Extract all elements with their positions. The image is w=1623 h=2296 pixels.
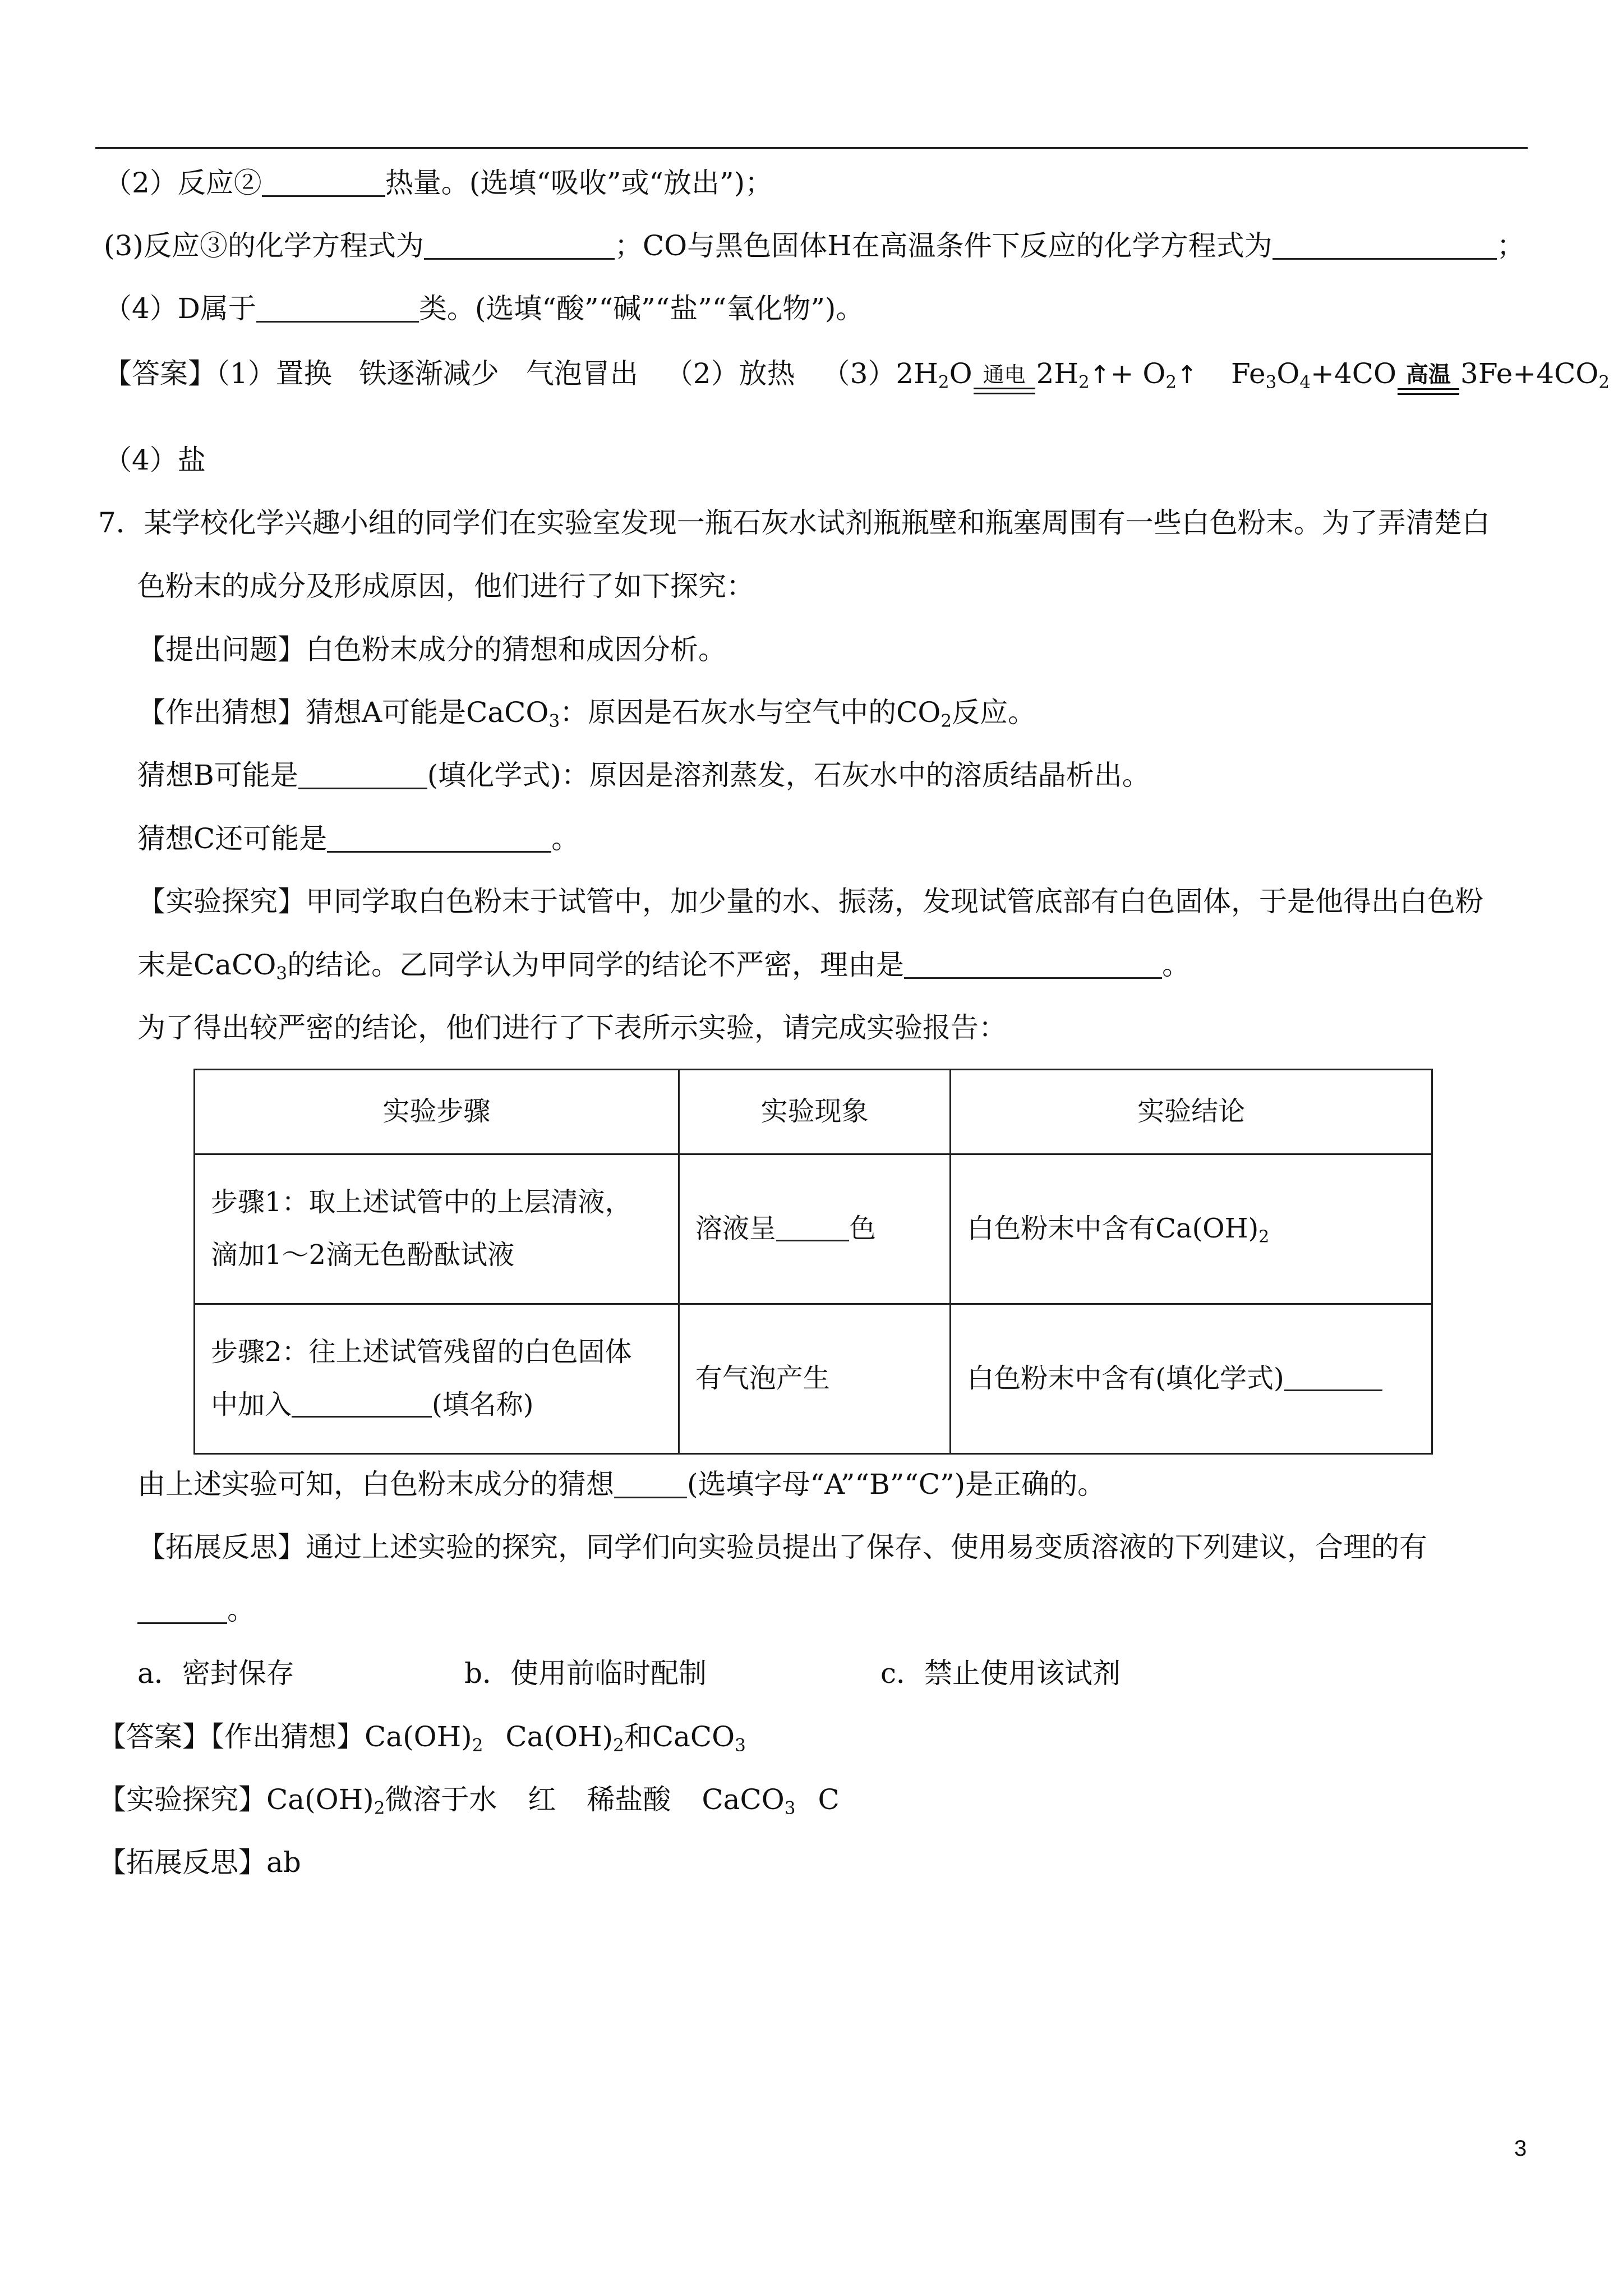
answer-blank[interactable] bbox=[1272, 230, 1497, 260]
table-header-row bbox=[195, 1070, 1432, 1154]
q7-question: 【提出问题】白色粉末成分的猜想和成因分析。 bbox=[137, 633, 726, 666]
answer-blank[interactable] bbox=[1284, 1363, 1382, 1391]
table-row bbox=[195, 1304, 1432, 1454]
q6-line-4: （4）D属于 类。(选填“酸”“碱”“盐”“氧化物”)。 bbox=[104, 292, 864, 325]
answer-blank[interactable] bbox=[256, 293, 419, 323]
q7-intro-2: 色粉末的成分及形成原因，他们进行了如下探究： bbox=[137, 570, 754, 602]
q7-answer-1: 【答案】【作出猜想】$Ca(OH)_2$ $Ca(OH)_2$和CaCO$_3$ bbox=[98, 1720, 746, 1756]
answer-blank[interactable] bbox=[137, 1594, 227, 1624]
table-header: 实验步骤 bbox=[195, 1070, 679, 1154]
q7-guess-b: 猜想B可能是 (填化学式)：原因是溶剂蒸发，石灰水中的溶质结晶析出。 bbox=[137, 759, 1150, 792]
table-header: 实验现象 bbox=[679, 1070, 950, 1154]
q6-answer-line-2: （4）盐 bbox=[104, 444, 206, 476]
answer-blank[interactable] bbox=[262, 167, 385, 197]
q7-reflect-1: 【拓展反思】通过上述实验的探究，同学们向实验员提出了保存、使用易变质溶液的下列建议，合理的有 bbox=[137, 1531, 1427, 1563]
conclusion-cell: 白色粉末中含有(填化学式) bbox=[951, 1304, 1432, 1454]
q7-conclusion: 由上述实验可知，白色粉末成分的猜想 (选填字母“A”“B”“C”)是正确的。 bbox=[137, 1468, 1106, 1501]
q7-option-c: c．禁止使用该试剂 bbox=[880, 1657, 1121, 1690]
q7-report: 为了得出较严密的结论，他们进行了下表所示实验，请完成实验报告： bbox=[137, 1011, 1007, 1044]
condition-high-temp: 高温 bbox=[1398, 364, 1459, 395]
page-number: 3 bbox=[1514, 2136, 1527, 2161]
answer-blank[interactable] bbox=[327, 823, 551, 853]
conclusion-cell: 白色粉末中含有$Ca(OH)_2$ bbox=[951, 1154, 1432, 1304]
q6-line-3: (3)反应③的化学方程式为 ；CO与黑色固体H在高温条件下反应的化学方程式为 ； bbox=[104, 229, 1525, 262]
answer-blank[interactable] bbox=[904, 949, 1162, 979]
q7-reflect-2: 。 bbox=[137, 1593, 255, 1627]
table-row bbox=[195, 1154, 1432, 1304]
answer-blank[interactable] bbox=[424, 230, 615, 260]
answer-blank[interactable] bbox=[292, 1389, 432, 1418]
q7-answer-2: 【实验探究】$Ca(OH)_2$微溶于水 红 稀盐酸 CaCO$_3$ C bbox=[98, 1783, 840, 1819]
q6-answer: 【答案】（1）置换 铁逐渐减少 气泡冒出 （2）放热 $(3)2H_2O$ 通电 $2H_2↑+$ $O_2↑$ $Fe_3O_4+4CO$ 高温 $3Fe+4CO_2$ bbox=[104, 357, 1610, 395]
answer-blank[interactable] bbox=[298, 760, 427, 789]
step-cell: 步骤2：往上述试管残留的白色固体 中加入 (填名称) bbox=[195, 1304, 679, 1454]
q7-guess-c: 猜想C还可能是 。 bbox=[137, 822, 580, 855]
table-header: 实验结论 bbox=[951, 1070, 1432, 1154]
q7-answer-3: 【拓展反思】ab bbox=[98, 1846, 301, 1879]
header-rule bbox=[95, 147, 1528, 149]
q7-option-b: b．使用前临时配制 bbox=[464, 1657, 707, 1690]
step-cell: 步骤1：取上述试管中的上层清液， 滴加1～2滴无色酚酞试液 bbox=[195, 1154, 679, 1304]
condition-electrolysis: 通电 bbox=[974, 364, 1035, 394]
answer-blank[interactable] bbox=[776, 1213, 849, 1241]
q7-guess-a: 【作出猜想】猜想A可能是CaCO$_3$：原因是石灰水与空气中的$CO_2$反应。 bbox=[137, 696, 1036, 731]
answer-blank[interactable] bbox=[614, 1469, 687, 1498]
q7-explore-1: 【实验探究】甲同学取白色粉末于试管中，加少量的水、振荡，发现试管底部有白色固体，于是他得出白色粉 bbox=[137, 885, 1483, 918]
q7-option-a: a．密封保存 bbox=[137, 1657, 294, 1690]
q7-explore-2: 末是CaCO$_3$的结论。乙同学认为甲同学的结论不严密，理由是 。 bbox=[137, 949, 1191, 984]
gas-arrow-icon: ↑ bbox=[1177, 361, 1198, 389]
phenomenon-cell: 溶液呈 色 bbox=[679, 1154, 950, 1304]
q7-intro-1: 7．某学校化学兴趣小组的同学们在实验室发现一瓶石灰水试剂瓶瓶壁和瓶塞周围有一些白色粉末。为了弄清楚白 bbox=[98, 507, 1490, 539]
q6-line-2: （2）反应② 热量。(选填“吸收”或“放出”)； bbox=[104, 167, 773, 199]
experiment-table bbox=[193, 1069, 1433, 1455]
phenomenon-cell: 有气泡产生 bbox=[679, 1304, 950, 1454]
gas-arrow-icon: ↑ bbox=[1089, 361, 1110, 389]
